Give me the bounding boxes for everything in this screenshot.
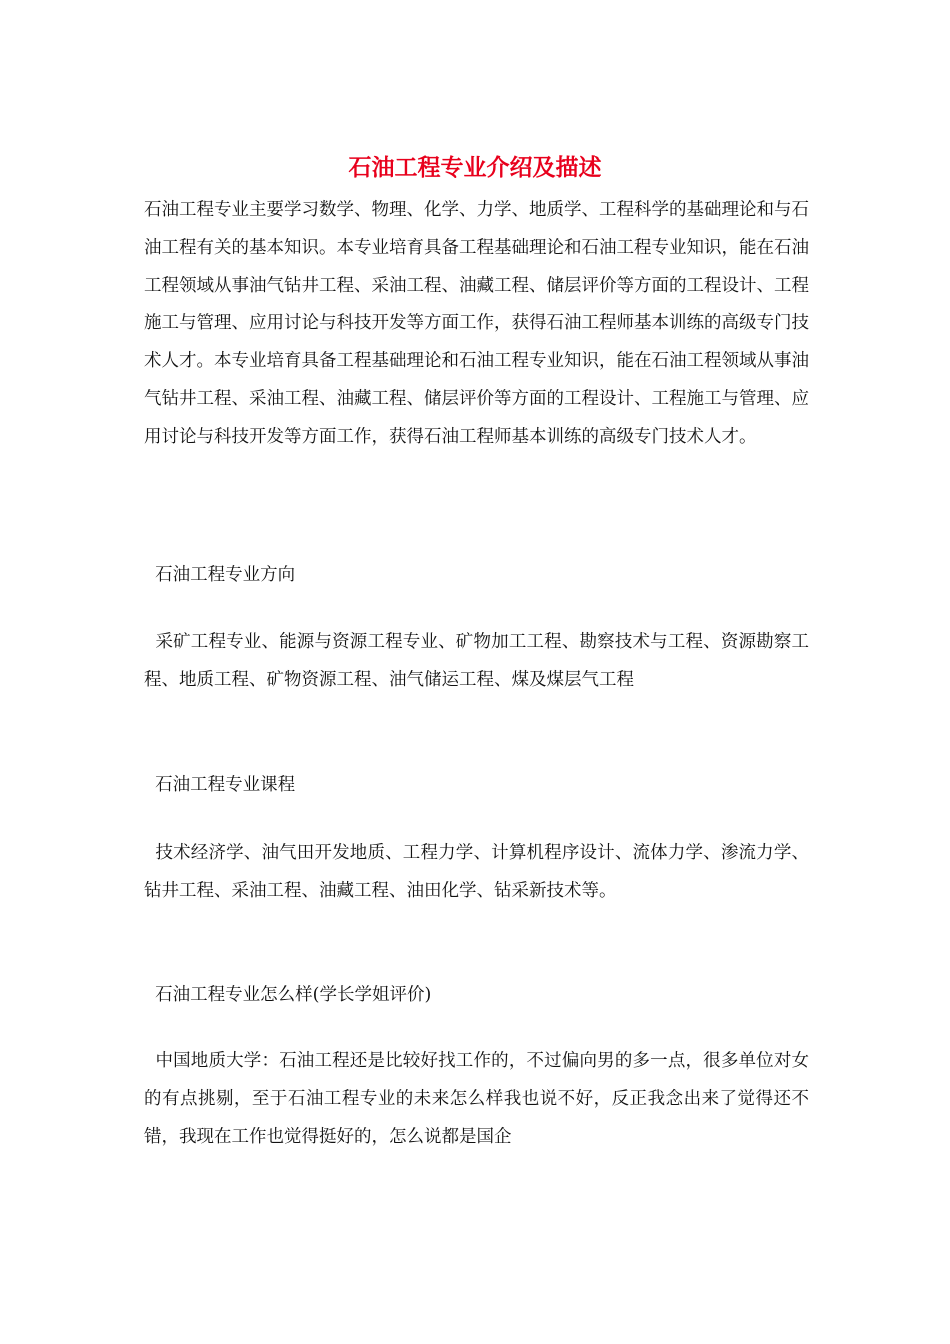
section-heading-evaluation: 石油工程专业怎么样(学长学姐评价)	[144, 985, 432, 1005]
intro-paragraph: 石油工程专业主要学习数学、物理、化学、力学、地质学、工程科学的基础理论和与石油工程有关的基本知识。本专业培育具备工程基础理论和石油工程专业知识，能在石油工程领域从事油气钻井工程、采油工程、油藏工程、储层评价等方面的工程设计、工程施工与管理、应用讨论与科技开发等方面工作，获得石油工程师基本训练的高级专门技术人才。本专业培育具备工程基础理论和石油工程专业知识，能在石油工程领域从事油气钻井工程、采油工程、油藏工程、储层评价等方面的工程设计、工程施工与管理、应用讨论与科技开发等方面工作，获得石油工程师基本训练的高级专门技术人才。	[144, 200, 809, 447]
document-title: 石油工程专业介绍及描述	[348, 154, 602, 181]
section-body-evaluation: 中国地质大学：石油工程还是比较好找工作的，不过偏向男的多一点，很多单位对女的有点挑剔，至于石油工程专业的未来怎么样我也说不好，反正我念出来了觉得还不错，我现在工作也觉得挺好的，怎么说都是国企	[144, 1051, 809, 1147]
section-heading-direction: 石油工程专业方向	[144, 565, 296, 585]
section-body-direction: 采矿工程专业、能源与资源工程专业、矿物加工工程、勘察技术与工程、资源勘察工程、地质工程、矿物资源工程、油气储运工程、煤及煤层气工程	[144, 632, 809, 690]
section-body-courses: 技术经济学、油气田开发地质、工程力学、计算机程序设计、流体力学、渗流力学、钻井工程、采油工程、油藏工程、油田化学、钻采新技术等。	[144, 843, 809, 901]
section-heading-courses: 石油工程专业课程	[144, 775, 296, 795]
